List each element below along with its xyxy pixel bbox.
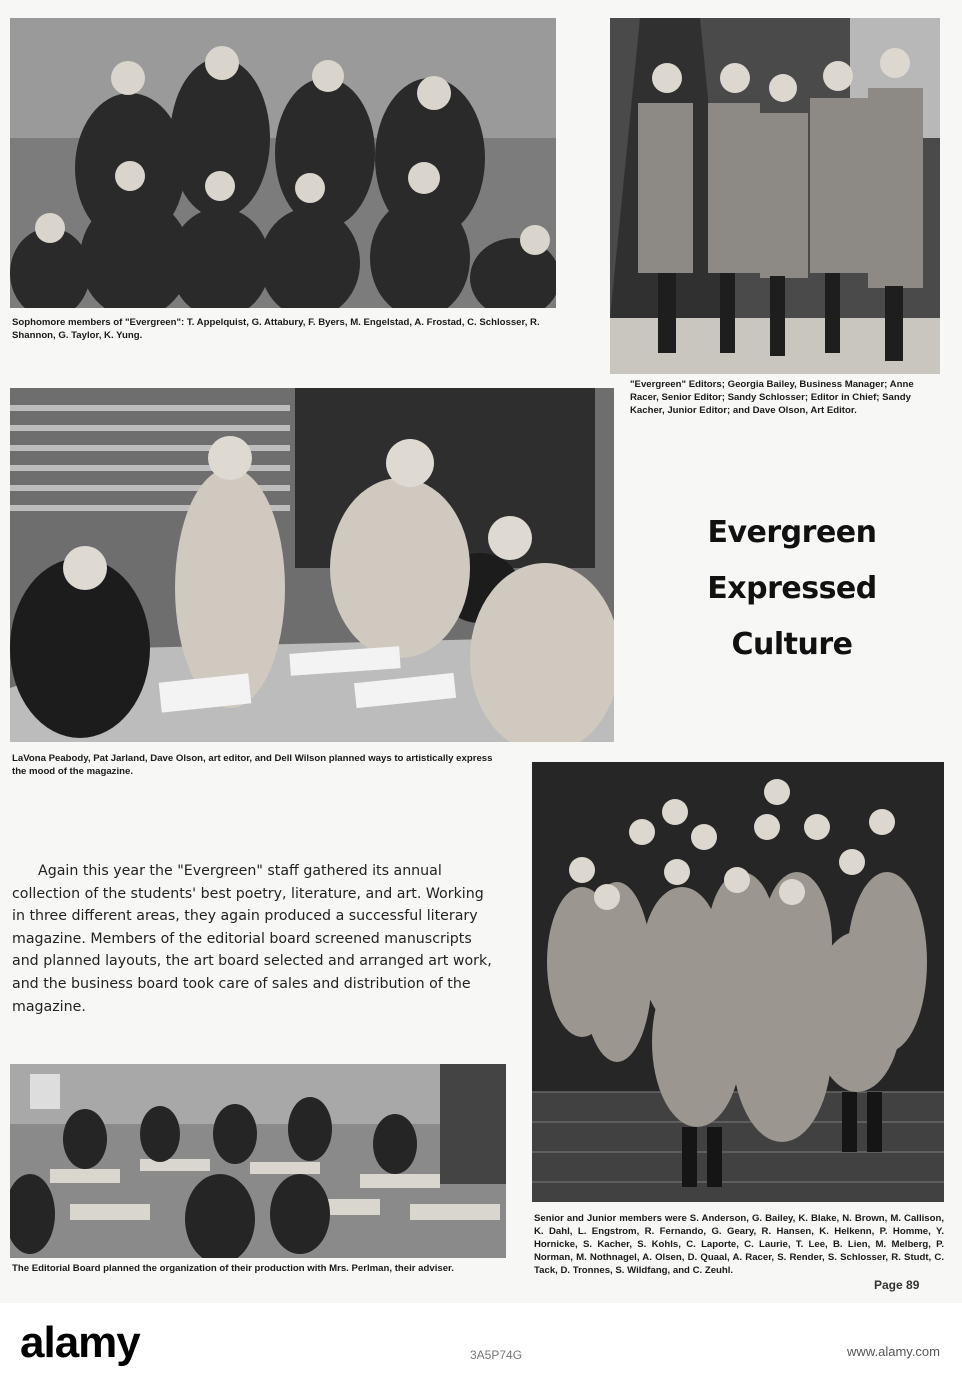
editorial-board-classroom-photo	[10, 1064, 506, 1258]
art-board-photo	[10, 388, 614, 742]
page-number: Page 89	[874, 1278, 920, 1292]
sophomore-group-photo	[10, 18, 556, 308]
senior-junior-photo-caption: Senior and Junior members were S. Anderson, G. Bailey, K. Blake, N. Brown, M. Callison, K. Dahl, L. Engstrom, R. Fernando, G. Geary, R. Hansen, K. Helkenn, P. Homme, Y. Hornicke, S. Kacher, S. Kohls, C. Laporte, C. Laurie, T. Lee, B. Lien, M. Melberg, P. Norman, M. Nothnagel, A. Olsen, D. Quaal, A. Racer, S. Render, S. Schlosser, R. Studt, C. Tack, D. Tronnes, S. Wildfang, and C. Zeuhl.	[534, 1213, 944, 1276]
headline-line-3: Culture	[731, 627, 853, 662]
headline-line-1: Evergreen	[707, 515, 877, 550]
art-board-photo-caption: LaVona Peabody, Pat Jarland, Dave Olson, art editor, and Dell Wilson planned ways to artistically express the mood of the magazine.	[12, 753, 493, 777]
watermark-bar	[0, 1303, 962, 1390]
article-headline	[672, 505, 912, 673]
watermark-url: www.alamy.com	[847, 1344, 940, 1359]
editors-photo-caption: "Evergreen" Editors; Georgia Bailey, Business Manager; Anne Racer, Senior Editor; Sandy Schlosser; Editor in Chief; Sandy Kacher, Junior Editor; and Dave Olson, Art Editor.	[630, 379, 914, 416]
editorial-board-photo-caption: The Editorial Board planned the organization of their production with Mrs. Perlman, their adviser.	[12, 1263, 454, 1274]
watermark-logo: alamy	[20, 1318, 140, 1367]
editors-group-photo	[610, 18, 940, 374]
senior-junior-group-photo	[532, 762, 944, 1202]
headline-line-2: Expressed	[707, 571, 877, 606]
sophomore-photo-caption: Sophomore members of "Evergreen": T. Appelquist, G. Attabury, F. Byers, M. Engelstad, A. Frostad, C. Schlosser, R. Shannon, G. Taylor, K. Yung.	[12, 317, 540, 341]
article-body-text: Again this year the "Evergreen" staff gathered its annual collection of the students' best poetry, literature, and art. Working in three different areas, they again produced a successful literary magazine. Members of the editorial board screened manuscripts and planned layouts, the art board selected and arranged art work, and the business board took care of sales and distribution of the magazine.	[12, 863, 492, 1015]
watermark-image-id: 3A5P74G	[470, 1348, 523, 1362]
